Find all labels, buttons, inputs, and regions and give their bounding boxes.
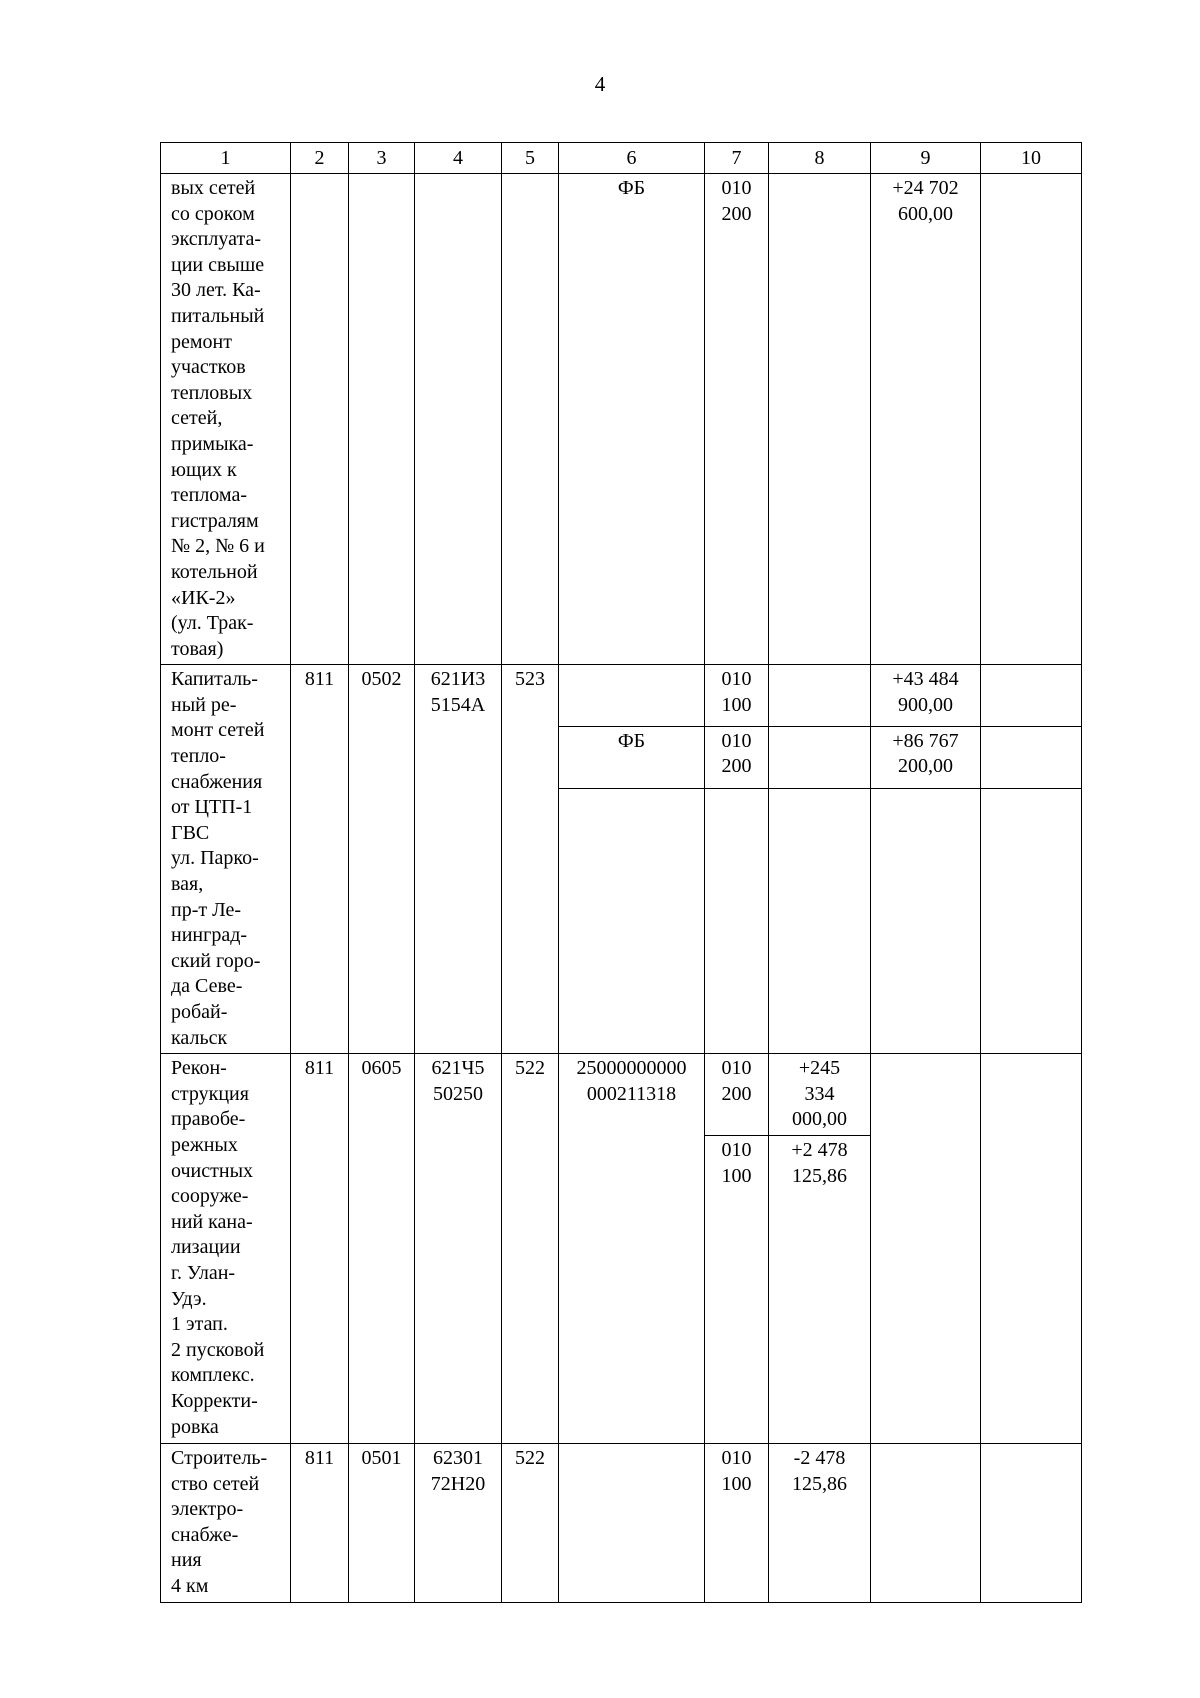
cell: 0501 [349, 1443, 415, 1602]
cell: 522 [502, 1054, 559, 1444]
cell: 522 [502, 1443, 559, 1602]
empty-cell [769, 788, 871, 1054]
amount-cell [769, 174, 871, 665]
table-row [161, 665, 1082, 727]
funding-source-cell [559, 665, 705, 727]
funding-source-cell: ФБ [559, 174, 705, 665]
cell: 62301 72Н20 [415, 1443, 502, 1602]
code-cell: 010 100 [705, 1135, 769, 1443]
empty-cell [559, 788, 705, 1054]
amount-cell [871, 1443, 981, 1602]
amount-cell: +24 702 600,00 [871, 174, 981, 665]
header-cell: 8 [769, 143, 871, 174]
cell [981, 1054, 1082, 1444]
amount-cell: -2 478 125,86 [769, 1443, 871, 1602]
cell: 0502 [349, 665, 415, 1054]
page-number: 4 [594, 72, 606, 96]
cell: 523 [502, 665, 559, 1054]
header-cell: 4 [415, 143, 502, 174]
cell [291, 174, 349, 665]
code-cell: 010 200 [705, 726, 769, 788]
cell [349, 174, 415, 665]
header-cell: 2 [291, 143, 349, 174]
empty-cell [871, 788, 981, 1054]
cell [981, 665, 1082, 727]
cell [502, 174, 559, 665]
table-row [161, 174, 1082, 665]
code-cell: 010 100 [705, 665, 769, 727]
funding-source-cell: ФБ [559, 726, 705, 788]
header-cell: 1 [161, 143, 291, 174]
object-name-cell: вых сетей со сроком эксплуата- ции свыше 30 лет. Ка- питальный ремонт участков тепловых сетей, примыка- ющих к теплома- гистралям № 2, № 6 и котельной «ИК-2» (ул. Трак- товая) [161, 174, 291, 665]
object-name-cell: Рекон- струкция правобе- режных очистных сооруже- ний кана- лизации г. Улан- Удэ. 1 этап. 2 пусковой комплекс. Корректи- ровка [161, 1054, 291, 1444]
amount-cell [871, 1054, 981, 1444]
cell: 811 [291, 665, 349, 1054]
cell: 621И3 5154А [415, 665, 502, 1054]
header-cell: 9 [871, 143, 981, 174]
code-cell: 010 200 [705, 1054, 769, 1136]
cell: 621Ч5 50250 [415, 1054, 502, 1444]
amount-cell [769, 665, 871, 727]
funding-source-cell: 25000000000 000211318 [559, 1054, 705, 1444]
empty-cell [705, 788, 769, 1054]
amount-cell: +245 334 000,00 [769, 1054, 871, 1136]
budget-table [160, 142, 1082, 1603]
code-cell: 010 100 [705, 1443, 769, 1602]
code-cell: 010 200 [705, 174, 769, 665]
table-row [161, 1443, 1082, 1602]
cell [981, 726, 1082, 788]
object-name-cell: Строитель- ство сетей электро- снабже- ния 4 км [161, 1443, 291, 1602]
amount-cell: +43 484 900,00 [871, 665, 981, 727]
object-name-cell: Капиталь- ный ре- монт сетей тепло- снабжения от ЦТП-1 ГВС ул. Парко- вая, пр-т Ле- нинград- ский горо- да Севе- робай- кальск [161, 665, 291, 1054]
header-row [161, 143, 1082, 174]
cell: 811 [291, 1443, 349, 1602]
header-cell: 7 [705, 143, 769, 174]
cell [981, 174, 1082, 665]
empty-cell [981, 788, 1082, 1054]
header-cell: 5 [502, 143, 559, 174]
amount-cell: +2 478 125,86 [769, 1135, 871, 1443]
cell [415, 174, 502, 665]
header-cell: 3 [349, 143, 415, 174]
table-row [161, 1054, 1082, 1136]
funding-source-cell [559, 1443, 705, 1602]
cell: 811 [291, 1054, 349, 1444]
header-cell: 10 [981, 143, 1082, 174]
amount-cell: +86 767 200,00 [871, 726, 981, 788]
cell: 0605 [349, 1054, 415, 1444]
cell [981, 1443, 1082, 1602]
amount-cell [769, 726, 871, 788]
header-cell: 6 [559, 143, 705, 174]
